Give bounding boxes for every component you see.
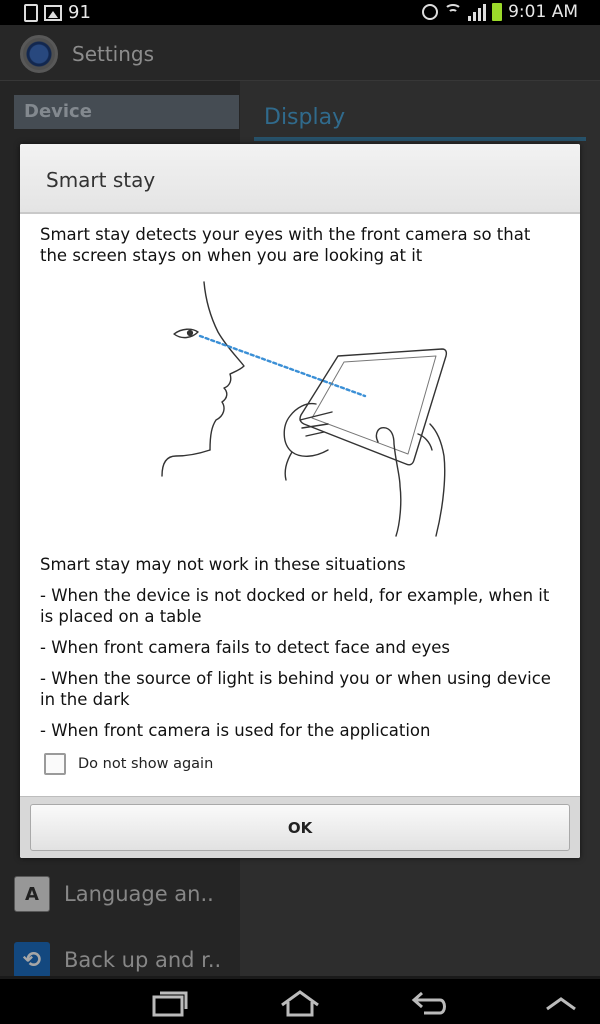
display-header: Display — [264, 105, 346, 130]
sd-card-icon — [24, 4, 38, 22]
dialog-body — [20, 214, 580, 775]
chevron-up-icon[interactable] — [544, 989, 578, 1017]
sidebar-item-label: Language an.. — [64, 882, 214, 906]
do-not-show-again-checkbox[interactable] — [44, 753, 66, 775]
notification-count: 91 — [68, 2, 91, 23]
app-title: Settings — [72, 42, 155, 66]
sidebar-item-label: Back up and r.. — [64, 948, 222, 972]
home-icon[interactable] — [278, 989, 322, 1017]
dialog-title: Smart stay — [46, 168, 156, 192]
recent-apps-icon[interactable] — [150, 989, 190, 1017]
situation-item: - When the device is not docked or held, for example, when it is placed on a table — [40, 586, 550, 626]
situation-item: - When front camera fails to detect face and eyes — [40, 638, 450, 657]
signal-strength-icon — [468, 4, 486, 21]
backup-reset-icon: ⟲ — [14, 942, 50, 978]
dialog-title-bar — [20, 144, 580, 214]
smart-stay-illustration-icon — [40, 274, 560, 544]
ok-button[interactable]: OK — [30, 804, 570, 851]
dialog-intro-text: Smart stay detects your eyes with the front camera so that the screen stays on when you are looking at it — [40, 225, 531, 265]
clock: 9:01 AM — [508, 2, 578, 22]
language-icon: A — [14, 876, 50, 912]
wifi-icon — [444, 4, 462, 20]
situation-item: - When the source of light is behind you or when using device in the dark — [40, 669, 551, 709]
situation-item: - When front camera is used for the application — [40, 721, 431, 740]
smart-stay-dialog — [20, 144, 580, 858]
sidebar-header-device: Device — [14, 95, 239, 129]
image-notification-icon — [44, 5, 62, 21]
status-bar — [0, 0, 600, 25]
situations-heading: Smart stay may not work in these situations — [40, 555, 406, 574]
do-not-show-again-row[interactable] — [40, 753, 560, 775]
do-not-show-again-label[interactable]: Do not show again — [78, 755, 214, 772]
navigation-bar — [0, 976, 600, 1024]
dialog-footer — [20, 796, 580, 858]
alarm-icon — [422, 4, 438, 20]
battery-icon — [492, 3, 502, 21]
back-icon[interactable] — [410, 989, 450, 1017]
